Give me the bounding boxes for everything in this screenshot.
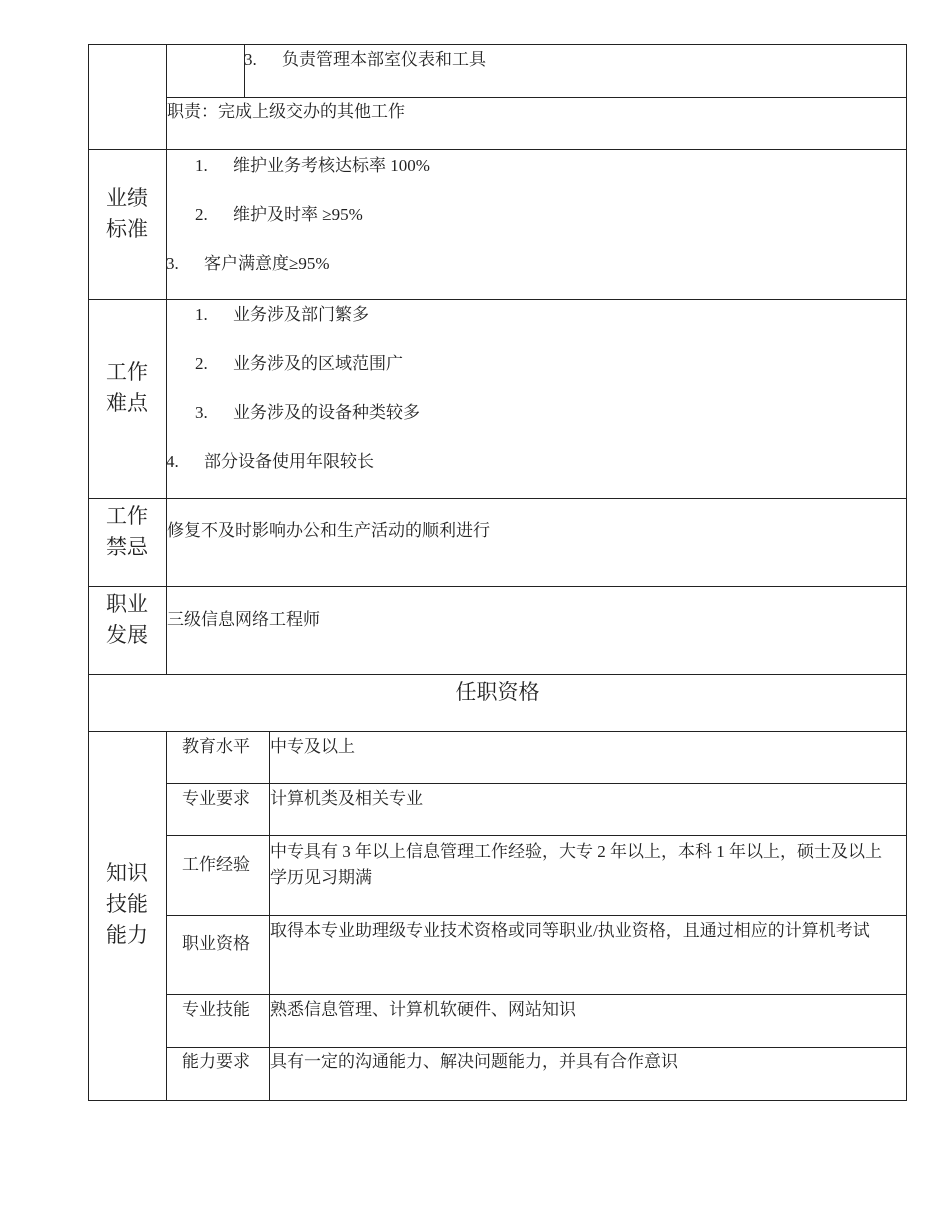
performance-item [195,153,430,179]
difficulty-item [195,400,420,426]
label-line: 禁忌 [106,535,148,559]
row-divider [166,994,907,995]
label-line: 职业 [106,592,148,616]
difficulty-item [195,302,369,328]
label-line: 难点 [106,391,148,415]
list-number: 1. [195,305,208,324]
label-line: 技能 [106,892,148,916]
label-line: 工作 [106,504,148,528]
performance-item [195,202,363,228]
career-label [88,589,166,651]
list-text: 维护及时率 ≥95% [233,205,363,224]
education-value: 中专及以上 [270,737,355,756]
knowledge-label [88,858,166,951]
difficulty-label [88,357,166,419]
row-divider [88,731,907,732]
label-line: 知识 [106,861,148,885]
list-number: 2. [195,205,208,224]
duty-other: 职责：完成上级交办的其他工作 [167,102,405,121]
list-text: 维护业务考核达标率 100% [233,156,430,175]
row-divider [166,915,907,916]
taboo-label [88,501,166,563]
row-divider [166,835,907,836]
major-value: 计算机类及相关专业 [270,789,423,808]
duty-item-3 [244,47,486,73]
certification-value: 取得本专业助理级专业技术资格或同等职业/执业资格，且通过相应的计算机考试 [270,921,870,940]
difficulty-item [195,351,403,377]
difficulty-item [166,449,374,475]
label-line: 发展 [106,623,148,647]
label-line: 工作 [106,360,148,384]
skills-label: 专业技能 [182,1000,250,1019]
row-divider [88,299,907,300]
label-line: 标准 [106,217,148,241]
list-number: 3. [244,50,257,69]
list-number: 3. [166,254,179,273]
list-number: 2. [195,354,208,373]
performance-item [166,251,330,277]
list-number: 4. [166,452,179,471]
list-text: 业务涉及部门繁多 [233,305,369,324]
label-line: 能力 [106,923,148,947]
row-divider [88,498,907,499]
row-divider [166,1047,907,1048]
label-line: 业绩 [106,186,148,210]
row-divider [88,674,907,675]
taboo-text: 修复不及时影响办公和生产活动的顺利进行 [167,521,490,540]
row-divider [88,149,907,150]
list-text: 负责管理本部室仪表和工具 [282,50,486,69]
skills-value: 熟悉信息管理、计算机软硬件、网站知识 [270,1000,576,1019]
list-text: 业务涉及的区域范围广 [233,354,403,373]
list-text: 部分设备使用年限较长 [204,452,374,471]
experience-value: 中专具有 3 年以上信息管理工作经验，大专 2 年以上，本科 1 年以上，硕士及以上学历见习期满 [270,842,882,887]
qualification-title: 任职资格 [455,680,540,704]
row-divider [88,586,907,587]
list-number: 1. [195,156,208,175]
performance-label [88,183,166,245]
experience-label: 工作经验 [182,855,250,874]
list-number: 3. [195,403,208,422]
certification-label: 职业资格 [182,934,250,953]
major-label: 专业要求 [182,789,250,808]
ability-value: 具有一定的沟通能力、解决问题能力，并具有合作意识 [270,1052,678,1071]
career-text: 三级信息网络工程师 [167,610,320,629]
ability-label: 能力要求 [182,1052,250,1071]
list-text: 业务涉及的设备种类较多 [233,403,420,422]
row-divider [166,97,907,98]
education-label: 教育水平 [182,737,250,756]
column-divider [166,44,167,674]
row-divider [166,783,907,784]
list-text: 客户满意度≥95% [204,254,330,273]
